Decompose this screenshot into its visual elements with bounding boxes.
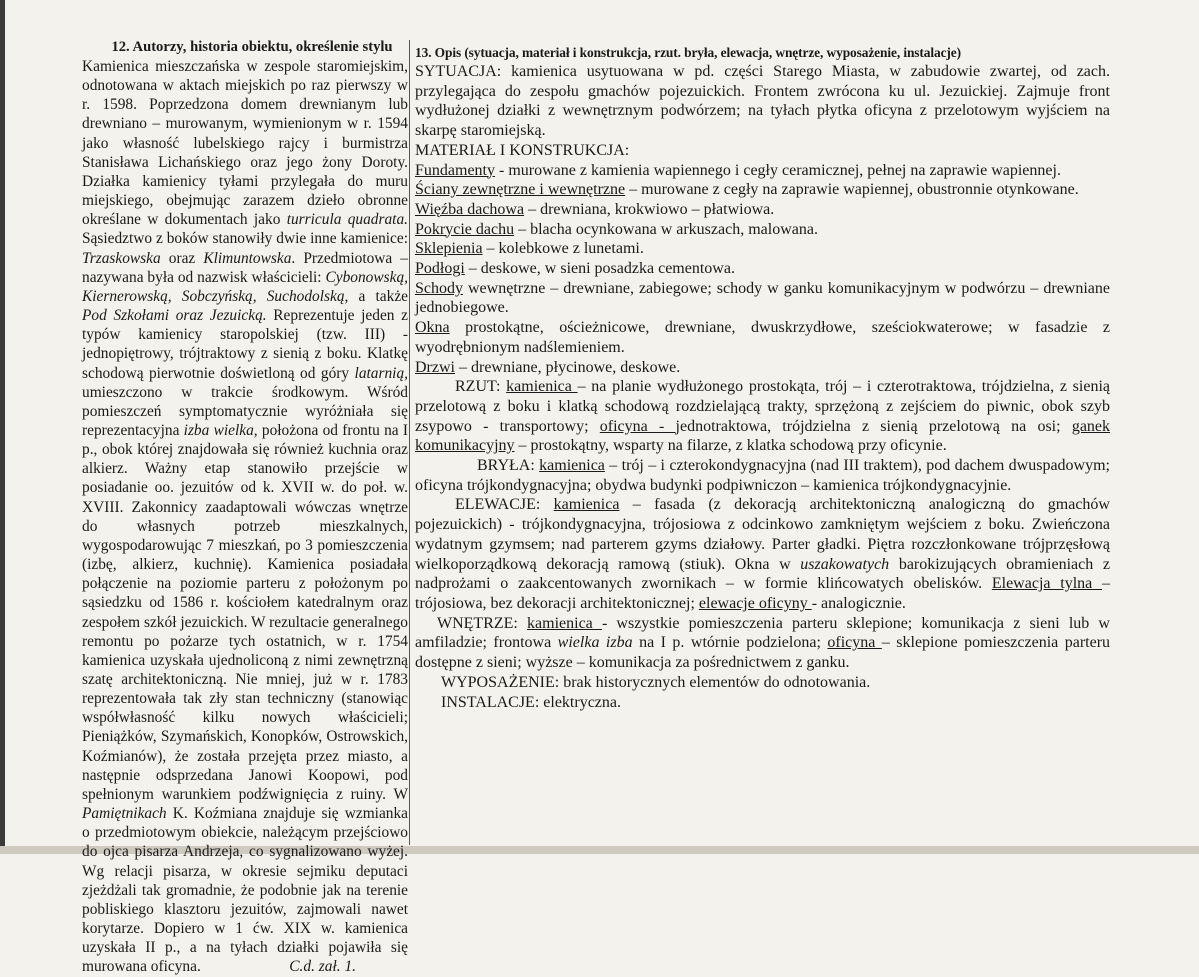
description-paragraph	[415, 141, 1110, 161]
description-paragraph	[415, 180, 1110, 200]
text-segment: WNĘTRZE:	[437, 614, 528, 632]
italic-text: wielka izba	[557, 634, 633, 652]
underlined-term: Ściany zewnętrzne i wewnętrzne	[415, 181, 626, 199]
text-segment: SYTUACJA: kamienica usytuowana w pd. części Starego Miasta, w zabudowie zwartej, od zach. przylegająca do zespołu gmachów pojezuickich. Frontem zwrócona ku ul. Jezuickiej. Zajmuje front wydłużonej działki z wewnętrznym podwórzem; na tyłach płytka oficyna z przelotowym wyjściem na skarpę staromiejską.	[415, 63, 1110, 140]
text-segment: jednotraktowa, trójdzielna z sienią przelotową na osi;	[675, 417, 1072, 435]
text-segment: – deskowe, w sieni posadzka cementowa.	[464, 260, 735, 278]
description-paragraph	[415, 495, 1110, 613]
text-segment: . Przedmiotowa – nazywana była od nazwisk właścicieli:	[82, 249, 408, 286]
text-segment: – na planie wydłużonego prostokąta, trój – i czterotraktowa, trójdzielna, z sienią przelotową z boku i klatką schodową rozdzielającą trakty, sprzężoną z zejściem do piwnic, obok szyb zsypowo - transportowy;	[415, 378, 1110, 435]
text-segment: BRYŁA:	[477, 457, 540, 475]
italic-text: Pod Szkołami oraz Jezuicką.	[82, 307, 267, 325]
italic-text: Pamiętnikach	[82, 805, 167, 823]
description-paragraph	[415, 358, 1110, 378]
underlined-term: ganek komunikacyjny	[415, 417, 1111, 455]
text-segment: a także	[348, 287, 408, 305]
description-paragraph	[415, 220, 1110, 240]
text-segment: ELEWACJE:	[455, 496, 554, 514]
italic-text: turricula quadrata.	[286, 211, 408, 229]
italic-text: Klimuntowska	[203, 249, 292, 267]
text-segment: umieszczono w trakcie środkowym. Wśród pomieszczeń symptomatycznie wyróżniała się reprezentacyjna	[82, 383, 408, 439]
history-column	[82, 38, 408, 977]
underlined-term: Okna	[415, 319, 450, 337]
underlined-term: Drzwi	[415, 358, 455, 376]
description-paragraph	[415, 279, 1110, 318]
description-paragraph	[415, 62, 1110, 141]
underlined-term: oficyna	[827, 634, 882, 652]
text-segment: wewnętrzne – drewniane, zabiegowe; schody w ganku komunikacyjnym w podwórzu – drewniane jednobiegowe.	[415, 279, 1110, 317]
text-segment: – murowane z cegły na zaprawie wapiennej, obustronnie otynkowane.	[625, 181, 1079, 199]
underlined-term: kamienica	[506, 378, 578, 396]
underlined-term: kamienica	[527, 614, 602, 632]
underlined-term: oficyna -	[599, 417, 676, 435]
underlined-term: Sklepienia	[415, 240, 483, 258]
description-paragraph	[415, 673, 1110, 693]
continuation-note: C.d. zał. 1.	[289, 958, 356, 976]
description-paragraph	[415, 318, 1110, 357]
text-segment: INSTALACJE: elektryczna.	[441, 693, 621, 711]
text-segment: położona od frontu na I p., obok której znajdowała się również kuchnia oraz alkierz. Ważny etap stanowiło przejście w posiadanie oo. jezuitów od k. XVII w. do poł. w. XVIII. Zakonnicy zaadaptowali wówczas wnętrze do własnych potrzeb mieszkalnych, wygospodarowując 7 mieszkań, po 3 pomieszczenia (izbę, alkierz, kuchnię). Kamienica posiadała połączenie na poziomie parteru z położonym po sąsiedzku od 1586 r. kościołem katedralnym oraz zespołem szkół jezuickich. W rezultacie generalnego remontu po pożarze tych ostatnich, w r. 1754 kamienica uzyskała ujednoliconą z nimi zewnętrzną szatę architektoniczną. Nie mniej, już w r. 1783 reprezentowała tak zły stan techniczny (stanowiąc współwłasność kilku nowych właścicieli; Pieniążków, Szymańskich, Konopków, Ostrowskich, Koźmianów), że została przejęta przez miasto, a następnie odsprzedana Janowi Koopowi, pod spełnionym warunkiem podźwignięcia z ruiny. W	[82, 421, 409, 803]
description-paragraph	[415, 161, 1110, 181]
scan-edge-left	[0, 0, 5, 854]
italic-text: uszakowatych	[800, 555, 890, 573]
text-segment: – blacha ocynkowana w arkuszach, malowana.	[514, 220, 818, 238]
description-paragraph	[415, 456, 1110, 495]
text-segment: – sklepione pomieszczenia parteru dostępne z sieni; wyższe – komunikacja za pośrednictwem z ganku.	[415, 634, 1111, 672]
text-segment: na I p. wtórnie podzielona;	[632, 634, 828, 652]
italic-text: latarnią,	[354, 364, 408, 382]
description-column	[415, 44, 1110, 712]
text-segment: RZUT:	[455, 378, 507, 396]
text-segment: MATERIAŁ I KONSTRUKCJA:	[415, 141, 630, 159]
underlined-term: Elewacja tylna	[991, 575, 1102, 593]
text-segment: – trój – i czterokondygnacyjna (nad III traktem), pod dachem dwuspadowym; oficyna trójkondygnacyjna; obydwa budynki podpiwniczon – kamienica trójkondygnacyjnie.	[415, 457, 1110, 494]
text-segment: prostokątne, ościeżnicowe, drewniane, dwuskrzydłowe, sześciokwaterowe; w fasadzie z wyodrębnionym nadślemieniem.	[415, 319, 1110, 356]
text-segment: – kolebkowe z lunetami.	[482, 240, 644, 258]
underlined-term: Pokrycie dachu	[415, 220, 515, 238]
text-segment: Kamienica mieszczańska w zespole staromiejskim, odnotowana w aktach miejskich po raz pierwszy w r. 1598. Poprzedzona domem drewnianym lub drewniano – murowanym, wymienionym w r. 1594 jako własność lubelskiego rajcy i burmistrza Stanisława Lichańskiego oraz jego żony Doroty. Działka kamienicy tyłami przylegała do muru miejskiego, obejmując zarazem dzieło obronne określane w dokumentach jako	[82, 58, 408, 229]
description-paragraph	[415, 259, 1110, 279]
text-segment: Reprezentuje jeden z typów kamienicy staropolskiej (tzw. III) - jednopiętrowy, trójtraktowy z sienią z boku. Klatkę schodową pierwotnie doświetloną od góry	[82, 307, 408, 382]
description-paragraph	[415, 200, 1110, 220]
text-segment: oraz	[160, 249, 204, 267]
text-segment: – drewniane, płycinowe, deskowe.	[454, 358, 681, 376]
text-segment: – drewniana, krokwiowo – płatwiowa.	[524, 200, 775, 218]
description-paragraph	[415, 614, 1110, 673]
underlined-term: kamienica	[539, 457, 605, 475]
text-segment: - wszystkie pomieszczenia parteru sklepione; komunikacja z sieni lub w amfiladzie; frontowa	[415, 614, 1110, 652]
italic-text: izba wielka,	[183, 421, 258, 439]
underlined-term: Fundamenty	[415, 161, 495, 179]
underlined-term: Więźba dachowa	[415, 200, 525, 218]
underlined-term: elewacje oficyny	[698, 594, 812, 612]
description-text	[415, 62, 1110, 712]
text-segment: – trójosiowa, bez dekoracji architektonicznej;	[415, 575, 1110, 612]
text-segment: - murowane z kamienia wapiennego i cegły ceramicznej, pełnej na zaprawie wapiennej.	[495, 161, 1061, 179]
text-segment: barokizujących obramieniach z nadprożami o zaakcentowanych zwornikach – w formie klińcowatych obelisków.	[415, 555, 1110, 593]
text-segment: – prostokątny, wsparty na filarze, z klatka schodową przy oficynie.	[514, 437, 947, 455]
text-segment: K. Koźmiana znajduje się wzmianka o przedmiotowym obiekcie, należącym przejściowo do ojca pisarza Andrzeja, co sygnalizowano wyżej. Wg relacji pisarza, w okresie sejmiku deputaci zjeżdżali tak gromadnie, że podobnie jak na terenie pobliskiego klasztoru jezuitów, zajmowali nawet korytarze. Dopiero w 1 ćw. XIX w. kamienica uzyskała II p., a na tyłach działki pojawiła się murowana oficyna.	[82, 805, 408, 976]
description-paragraph	[415, 239, 1110, 259]
history-heading: 12. Autorzy, historia obiektu, określenie stylu	[111, 39, 393, 55]
text-segment: Sąsiedztwo z boków stanowiły dwie inne kamienice:	[82, 230, 408, 248]
italic-text: Trzaskowska	[82, 249, 161, 267]
column-divider	[409, 40, 410, 845]
underlined-term: kamienica	[553, 496, 620, 514]
history-text	[82, 57, 408, 977]
underlined-term: Schody	[415, 279, 463, 297]
description-heading: 13. Opis (sytuacja, materiał i konstrukcja, rzut. bryła, elewacja, wnętrze, wyposażenie, instalacje)	[415, 45, 961, 60]
underlined-term: Podłogi	[415, 260, 465, 278]
text-segment: - analogicznie.	[811, 594, 906, 612]
description-paragraph	[415, 693, 1110, 713]
text-segment: WYPOSAŻENIE: brak historycznych elementów do odnotowania.	[441, 673, 871, 691]
italic-text: Cybonowską, Kiernerowską, Sobczyńską, Suchodolską,	[82, 268, 408, 305]
text-segment: – fasada (z dekoracją architektoniczną analogiczną do gmachów pojezuickich) - trójkondygnacyjna, trójosiowa z odcinkowo zamkniętym wejściem z boku. Zwieńczona wydatnym gzymsem; nad parterem gzyms działowy. Parter gładki. Piętra rozczłonkowane trójprzęsłową wielkoporządkową dekoracją ramową (stiuk). Okna w	[415, 496, 1110, 573]
description-paragraph	[415, 377, 1110, 456]
